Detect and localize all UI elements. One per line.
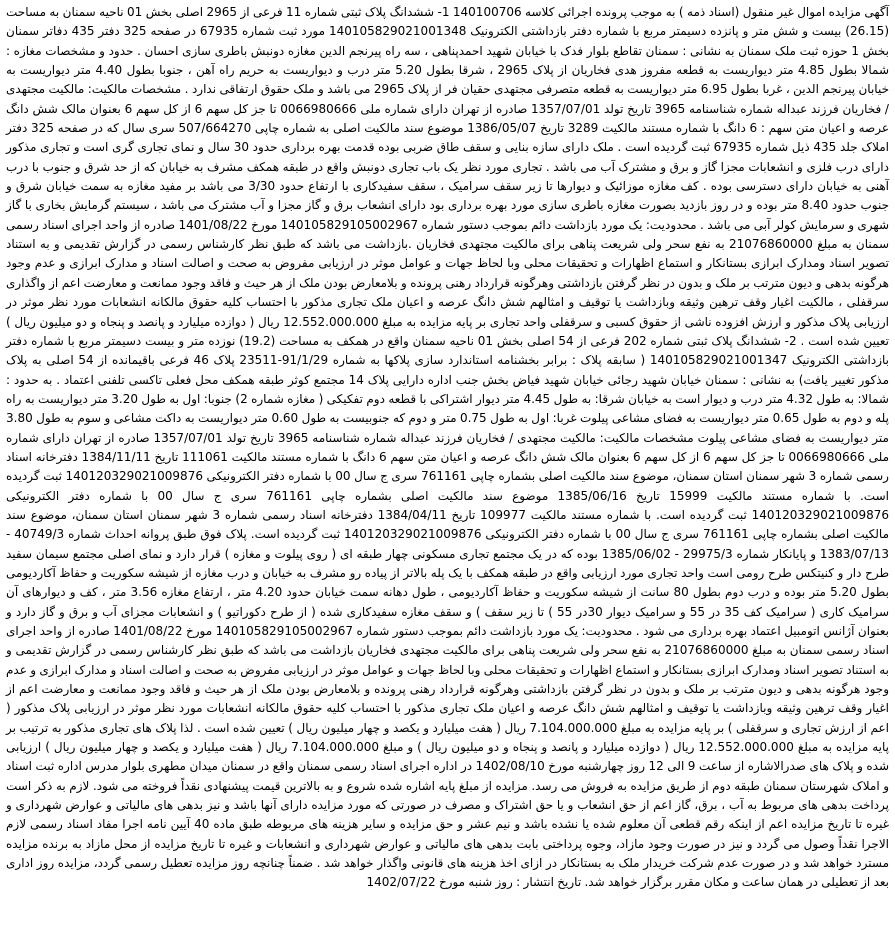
auction-notice-text: آگهی مزایده اموال غیر منقول (اسناد ذمه ) به موجب پرونده اجرائی کلاسه 140100706 1- ششدانگ پلاک ثبتی شماره 11 فرعی از 2965 اصلی بخش 01 ناحیه سمنان به مساحت (26.15) بیست و شش متر و پانزده دسیمتر مربع با شماره دفتر بازداشتی الکترونیک 140105829021001348 مورد ثبت شماره 67935 در صفحه 325 دفتر 435 دفاتر سمنان بخش 1 حوزه ثبت ملک سمنان به نشانی : سمنان تقاطع بلوار فدک با خیابان شهید احمدپناهی ، سه راه پیرنجم الدین مغازه دونبش باطری سازی احسان . حدود و مشخصات مغازه : شمالا بطول 4.85 متر دیواریست به قطعه مفروز هدی فخاریان از پلاک 2965 ، شرقا بطول 5.20 متر درب و دیواریست به حریم راه آهن ، جنوبا بطول 4.40 متر دیواریست به خیابان پیرنجم الدین ، غربا بطول 6.95 متر دیواریست به قطعه متصرفی مجتهدی حقیان فر از پلاک 2965 می باشد و ملک حقوق ارتفاقی ندارد . مشخصات مالکیت: مالکیت مجتهدی / فخاریان فرزند عبداله شماره شناسنامه 3965 تاریخ تولد 1357/07/01 صادره از تهران دارای شماره ملی 0066980666 تا جز کل سهم 6 از کل سهم 6 بعنوان مالک شش دانگ عرصه و اعیان متن سهم : 6 دانگ با شماره مستند مالکیت 3289 تاریخ 1386/05/07 موضوع سند مالکیت اصلی به شماره چاپی 507/664270 سری سال که در صفحه 325 دفتر املاک جلد 435 ذیل شماره 67935 ثبت گردیده است . ملک دارای سازه بنایی و سقف طاق ضربی بوده قدمت بهره برداری حدود 30 سال و نمای تجاری گری است و تجاری مذکور دارای درب فلزی و انشعابات مجزا گاز و برق و مشترک آب می باشد . تجاری مورد نظر یک باب تجاری دونبش واقع در طبقه همکف مشرف به خیابان که از حد شرق و جنوب با درب آهنی به خیابان دارای دسترسی بوده . کف مغازه موزائیک و دیوارها تا زیر سقف سرامیک ، سقف سفیدکاری با ارتفاع حدود 3/30 می باشد بر مفید مغازه به سمت خیابان شرق و جنوب حدود 8.40 متر بوده و در روز بازدید بصورت مغازه باطری سازی مورد بهره برداری بود دارای انشعاب برق و گاز مجزا و آب مشترک می باشد ، سیستم گرمایش بخاری با گاز شهری و سرمایش کولر آبی می باشد . محدودیت: یک مورد بازداشت دائم بموجب دستور شماره 140105829105002967 مورخ 1401/08/22 صادره از واحد اجرای اسناد رسمی سمنان به مبلغ 21076860000 به نفع سحر ولی شریعت پناهی برای مالکیت مجتهدی فخاریان .بازداشت می باشد که طبق نظر کارشناس رسمی در گزارش تقدیمی و به استناد تصویر اسناد ومدارک ابرازی بستانکار و استماع اظهارات و تحقیقات محلی وبا لحاظ جهات و عوامل موثر در ارزیابی مفروض به صحت و اصالت اسناد و مدارک ابرازی و عدم وجود هرگونه بدهی و دیون مترتب بر ملک و بدون در نظر گرفتن بازداشتی وهرگونه قرارداد رهنی پرونده و بلامعارض بودن ملک از هر حیث و فاقد وجود ممانعت و معارضت اعم از واگذاری سرقفلی ، مالکیت اغیار وقف ترهین وثیقه وبازداشت یا توقیف و امثالهم شش دانگ عرصه و اعیان ملک تجاری مذکور با احتساب کلیه حقوق مالکانه انشعابات مورد نظر موثر در ارزیابی پلاک مذکور و ارزش افزوده ناشی از حقوق کسبی و سرقفلی واحد تجاری بر پایه مزایده به مبلغ 12.552.000.000 ریال ( دوازده میلیارد و پانصد و پنجاه و دو میلیون ریال ) تعیین شده است . 2- ششدانگ پلاک ثبتی شماره 202 فرعی از 54 اصلی بخش 01 ناحیه سمنان واقع در همکف به مساحت (19.2) نوزده متر و بیست دسیمتر مربع با شماره دفتر بازداشتی الکترونیک 140105829021001347 ( سابقه پلاک : برابر بخشنامه استاندارد سازی پلاکها به شماره 91/1/29-23511 پلاک 46 فرعی باقیمانده از 54 اصلی به پلاک مذکور تغییر یافت) به نشانی : سمنان خیابان شهید رجائی خیابان شهید فیاض بخش جنب اداره دارایی پلاک 14 مجتمع کوثر طبقه همکف محل فعلی تاکسی تلفنی اعتماد . به حدود : شمالا: به طول 4.32 متر درب و دیوار است به خیابان شرقا: به طول 4.45 متر دیوار اشتراکی با قطعه دوم تفکیکی ( مغازه شماره 2) جنوبا: اول به طول 3.20 متر دیواریست به راه پله و دوم به طول 0.65 متر دیواریست به فضای مشاعی پیلوت غربا: اول به طول 0.75 متر و دوم که جنوبیست به طول 0.60 متر دیواریست به داکت مشاعی و سوم به طول 3.80 متر دیواریست به فضای مشاعی پیلوت مشخصات مالکیت: مالکیت مجتهدی / فخاریان فرزند عبداله شماره شناسنامه 3965 تاریخ تولد 1357/07/01 صادره از تهران دارای شماره ملی 0066980666 تا جز کل سهم 6 از کل سهم 6 بعنوان مالک شش دانگ عرصه و اعیان متن سهم 6 دانگ با شماره مستند مالکیت 111061 تاریخ 1384/11/11 دفترخانه اسناد رسمی شماره 3 شهر سمنان استان سمنان، موضوع سند مالکیت اصلی بشماره چاپی 761161 سری ج سال 00 با شماره دفتر الکترونیکی 140120329021009876 ثبت گردیده است. با شماره مستند مالکیت 15999 تاریخ 1385/06/16 موضوع سند مالکیت اصلی بشماره چاپی 761161 سری ج سال 00 با شماره دفتر الکترونیکی 140120329021009876 ثبت گردیده است. با شماره مستند مالکیت 109977 تاریخ 1384/04/11 دفترخانه اسناد رسمی شماره 3 شهر سمنان استان سمنان، موضوع سند مالکیت اصلی بشماره چاپی 761161 سری ج سال 00 با شماره دفتر الکترونیکی 140120329021009876 ثبت گردیده است. پلاک فوق طبق پروانه احداث شماره 40749/3 - 1383/07/13 و پایانکار شماره 29975/3 - 1385/06/02 بوده که در یک مجتمع تجاری مسکونی چهار طبقه ای ( روی پیلوت و مغازه ) قرار دارد و نمای اصلی مجتمع سیمان سفید طرح دار و کنیتکس طرح رومی است واحد تجاری مورد ارزیابی واقع در طبقه همکف با یک پله بالاتر از پیاده رو مشرف به خیابان و درب مغازه از شیشه سکوریت و حفاظ آکاردیومی بطول 5.20 متر بوده و درب دوم بطول 80 سانت از شیشه سکوریت و حفاظ آکاردیومی ، طول دهانه سمت خیابان حدود 4.20 متر ، ارتفاع مغازه 3.56 متر ، کف و دیوارهای آن سرامیک کاری ( سرامیک کف 35 در 55 و سرامیک دیوار 30در 55 ) تا زیر سقف ) و سقف مغازه سفیدکاری شده ( از طرح دکوراتیو ) و انشعابات مجزای آب و برق و گاز دارد و بعنوان آژانس اتومبیل اعتماد بهره برداری می شود . محدودیت: یک مورد بازداشت دائم بموجب دستور شماره 140105829105002967 مورخ 1401/08/22 صادره از واحد اجرای اسناد رسمی سمنان به مبلغ 21076860000 به نفع سحر ولی شریعت پناهی برای مالکیت مجتهدی فخاریان بازداشت می باشد که طبق نظر کارشناس رسمی در گزارش تقدیمی و به استناد تصویر اسناد ومدارک ابرازی بستانکار و استماع اظهارات و تحقیقات محلی وبا لحاظ جهات و عوامل موثر در ارزیابی مفروض به صحت و اصالت اسناد و مدارک ابرازی و عدم وجود هرگونه بدهی و دیون مترتب بر ملک و بدون در نظر گرفتن بازداشتی وهرگونه قرارداد رهنی پرونده و بلامعارض بودن ملک از هر حیث و فاقد وجود ممانعت و معارضت اعم از اغیار وقف ترهین وثیقه وبازداشت یا توقیف و امثالهم شش دانگ عرصه و اعیان ملک تجاری مذکور با احتساب کلیه حقوق مالکانه انشعابات مورد نظر موثر در ارزیابی پلاک مذکور ( اعم از ارزش تجاری و سرقفلی ) بر پایه مزایده به مبلغ 7.104.000.000 ریال ( هفت میلیارد و یکصد و چهار میلیون ریال ) تعیین شده است . لذا پلاک های تجاری مذکور به ترتیب بر پایه مزایده به مبلغ 12.552.000.000 ریال ( دوازده میلیارد و پانصد و پنجاه و دو میلیون ریال ) و مبلغ 7.104.000.000 ریال ( هفت میلیارد و یکصد و چهار میلیون ریال ) ارزیابی شده و پلاک های صدرالاشاره از ساعت 9 الی 12 روز چهارشنبه مورخ 1402/08/10 در اداره اجرای اسناد رسمی سمنان واقع در سمنان میدان مطهری بلوار مدرس اداره ثبت اسناد و املاک شهرستان سمنان طبقه دوم از طریق مزایده به فروش می رسد. مزایده از مبلغ پایه اشاره شده شروع و به بالاترین قیمت پیشنهادی نقداً فروخته می شود. لازم به ذکر است پرداخت بدهی های مربوط به آب ، برق، گاز اعم از حق انشعاب و یا حق اشتراک و مصرف در صورتی که مورد مزایده دارای آنها باشد و نیز بدهی های مالیاتی و عوارض شهرداری و غیره تا تاریخ مزایده اعم از اینکه رقم قطعی آن معلوم شده یا نشده باشد و نیم عشر و حق مزایده و سایر هزینه های مربوطه طبق ماده 40 آیین نامه اجرا مفاد اسناد رسمی لازم الاجرا نقداً وصول می گردد و نیز در صورت وجود مازاد، وجوه پرداختی بابت بدهی های مالیاتی و عوارض شهرداری و انشعابات و غیره تا تاریخ مزایده از محل مازاد به برنده مزایده مسترد خواهد شد و در صورت عدم شرکت خریدار ملک به بستانکار در ازای اخذ هزینه های قانونی واگذار خواهد شد . ضمناً چنانچه روز مزایده تعطیل رسمی گردد، مزایده روز اداری بعد از تعطیلی در همان ساعت و مکان مقرر برگزار خواهد شد. تاریخ انتشار : روز شنبه مورخ 1402/07/22 — [6, 5, 890, 890]
